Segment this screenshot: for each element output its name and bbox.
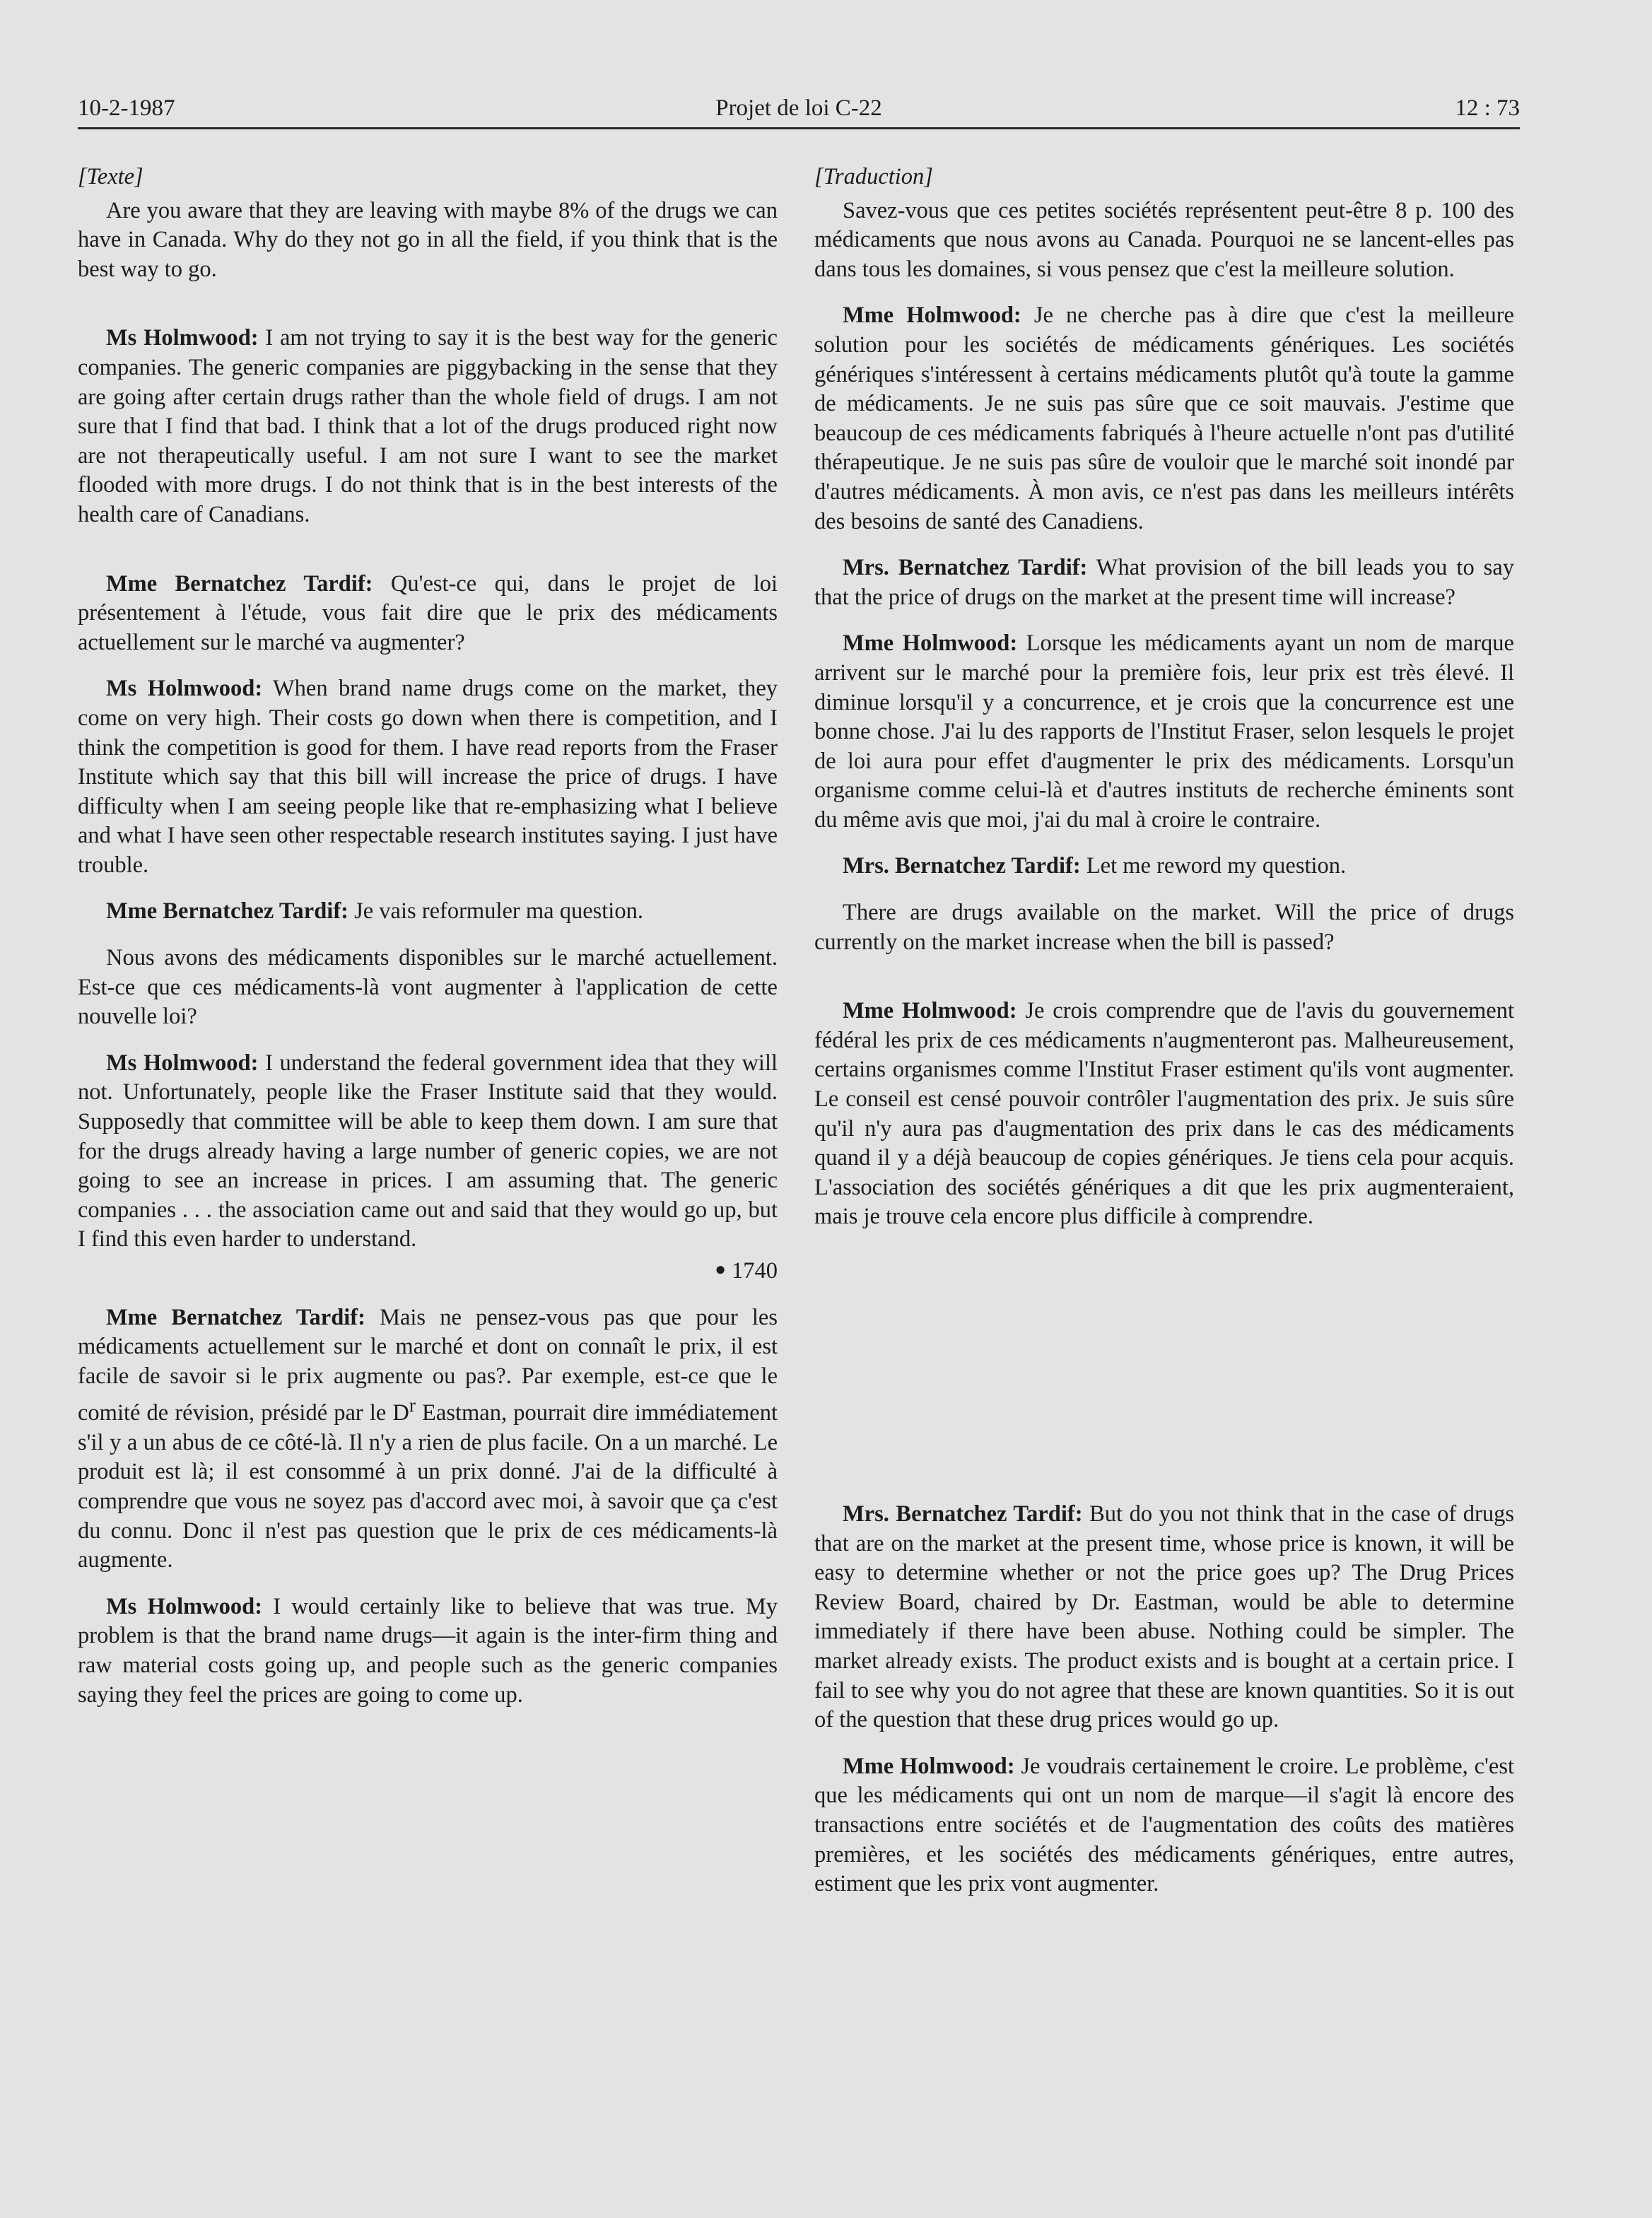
paragraph: Mme Holmwood: Je ne cherche pas à dire que c'est la meilleure solution pour les sociétés de médicaments génériques. Les sociétés génériques s'intéressent à certains médicaments plutôt qu'à toute la gamme de médicaments. Je ne suis pas sûre que ce soit mauvais. J'estime que beaucoup de ces médicaments fabriqués à l'heure actuelle n'ont pas d'utilité thérapeutique. Je ne suis pas sûre de vouloir que le marché soit inondé par d'autres médicaments. À mon avis, ce n'est pas dans les meilleurs intérêts des besoins de santé des Canadiens. xyxy=(814,303,1514,534)
speaker-name: Mrs. Bernatchez Tardif: xyxy=(843,853,1081,879)
header-title: Projet de loi C-22 xyxy=(715,95,882,121)
paragraph: Nous avons des médicaments disponibles sur le marché actuellement. Est-ce que ces médicaments-là vont augmenter à l'application de cette nouvelle loi? xyxy=(78,945,778,1030)
speaker-name: Mme Holmwood: xyxy=(843,998,1017,1024)
page-header xyxy=(78,85,1520,129)
paragraph: Mme Bernatchez Tardif: Je vais reformuler ma question. xyxy=(106,898,643,925)
speaker-name: Mme Holmwood: xyxy=(843,1753,1015,1779)
left-column xyxy=(78,163,778,1727)
speaker-name: Mme Bernatchez Tardif: xyxy=(106,570,373,597)
speaker-name: Ms Holmwood: xyxy=(106,676,263,702)
paragraph: Mrs. Bernatchez Tardif: But do you not think that in the case of drugs that are on the market at the present time, whose price is known, it will be easy to determine whether or not the price goes up? The Drug Prices Review Board, chaired by Dr. Eastman, would be able to determine immediately if there have been abuse. Nothing could be simpler. The market already exists. The product exists and is bought at a certain price. I fail to see why you do not agree that these are known quantities. So it is out of the question that these drug prices would go up. xyxy=(814,1501,1515,1733)
right-column xyxy=(814,163,1514,1249)
speaker-name: Mme Bernatchez Tardif: xyxy=(106,898,348,925)
paragraph: Mme Holmwood: Lorsque les médicaments ayant un nom de marque arrivent sur le marché pour la première fois, leur prix est très élevé. Il diminue lorsqu'il y a concurrence, et je crois que la concurrence est une bonne chose. J'ai lu des rapports de l'Institut Fraser, selon lesquels le projet de loi aura pour effet d'augmenter le prix des médicaments. Lorsqu'un organisme comme celui-là et d'autres instituts de recherche éminents sont du même avis que moi, j'ai du mal à croire le contraire. xyxy=(814,630,1514,833)
paragraph: Ms Holmwood: When brand name drugs come on the market, they come on very high. Their costs go down when there is competition, and I think the competition is good for them. I have read reports from the Fraser Institute which say that this bill will increase the price of drugs. I have difficulty when I am seeing people like that re-emphasizing what I believe and what I have seen other respectable research institutes saying. I just have trouble. xyxy=(78,676,778,878)
right-column-lower xyxy=(814,1500,1514,1916)
speaker-name: Mme Bernatchez Tardif: xyxy=(106,1304,365,1330)
bullet-icon: ● xyxy=(715,1259,726,1279)
paragraph: Mrs. Bernatchez Tardif: What provision of the bill leads you to say that the price of drugs on the market at the present time will increase? xyxy=(814,555,1514,610)
paragraph: Mme Bernatchez Tardif: Mais ne pensez-vous pas que pour les médicaments actuellement sur le marché et dont on connaît le prix, il est facile de savoir si le prix augmente ou pas?. Par exemple, est-ce que le comité de révision, présidé par le $D^r$ Eastman, pourrait dire immédiatement s'il y a un abus de ce côté-là. Il n'y a rien de plus facile. On a un marché. Le produit est là; il est consommé à un prix donné. J'ai de la difficulté à comprendre que vous ne soyez pas d'accord avec moi, à savoir que ça c'est du connu. Donc il n'est pas question que le prix de ces médicaments-là augmente. xyxy=(78,1304,778,1573)
language-marker-texte: [Texte] xyxy=(78,164,143,189)
speaker-name: Ms Holmwood: xyxy=(106,325,259,351)
paragraph: Are you aware that they are leaving with maybe 8% of the drugs we can have in Canada. Why do they not go in all the field, if you think that is the best way to go. xyxy=(78,197,778,282)
paragraph: Ms Holmwood: I am not trying to say it is the best way for the generic companies. The generic companies are piggybacking in the sense that they are going after certain drugs rather than the whole field of drugs. I am not sure that I find that bad. I think that a lot of the drugs produced right now are not therapeutically useful. I am not sure I want to see the market flooded with more drugs. I do not think that is in the best interests of the health care of Canadians. xyxy=(78,325,778,527)
speaker-name: Ms Holmwood: xyxy=(106,1050,259,1076)
header-date: 10-2-1987 xyxy=(78,95,175,121)
paragraph: Ms Holmwood: I would certainly like to believe that was true. My problem is that the brand name drugs—it again is the inter-firm thing and raw material costs going up, and people such as the generic companies saying they feel the prices are going to come up. xyxy=(78,1593,778,1708)
paragraph: Ms Holmwood: I understand the federal government idea that they will not. Unfortunately, people like the Fraser Institute said that they would. Supposedly that committee will be able to keep them down. I am sure that for the drugs already having a large number of generic copies, we are not going to see an increase in prices. I am assuming that. The generic companies . . . the association came out and said that they would go up, but I find this even harder to understand. xyxy=(78,1050,778,1252)
paragraph: Mme Holmwood: Je crois comprendre que de l'avis du gouvernement fédéral les prix de ces médicaments n'augmenteront pas. Malheureusement, certains organismes comme l'Institut Fraser estiment qu'ils vont augmenter. Le conseil est censé pouvoir contrôler l'augmentation des prix. Je suis sûre qu'il n'y aura pas d'augmentation des prix dans le cas des médicaments quand il y a déjà beaucoup de copies génériques. Je tiens cela pour acquis. L'association des sociétés génériques a dit que les prix augmenteraient, mais je trouve cela encore plus difficile à comprendre. xyxy=(814,998,1514,1230)
language-marker-traduction: [Traduction] xyxy=(814,164,933,189)
paragraph: Savez-vous que ces petites sociétés représentent peut-être 8 p. 100 des médicaments que nous avons au Canada. Pourquoi ne se lancent-elles pas dans tous les domaines, si vous pensez que c'est la meilleure solution. xyxy=(814,197,1514,282)
speaker-name: Mme Holmwood: xyxy=(843,303,1021,329)
header-page-number: 12 : 73 xyxy=(1455,95,1520,121)
speaker-name: Mrs. Bernatchez Tardif: xyxy=(843,1501,1083,1527)
speaker-name: Mme Holmwood: xyxy=(843,630,1018,657)
paragraph: Mme Holmwood: Je voudrais certainement le croire. Le problème, c'est que les médicaments qui ont un nom de marque—il s'agit là encore des transactions entre sociétés et de l'augmentation des coûts des matières premières, et les sociétés des médicaments génériques, entre autres, estiment que les prix vont augmenter. xyxy=(814,1753,1514,1897)
paragraph: There are drugs available on the market. Will the price of drugs currently on the market increase when the bill is passed? xyxy=(814,900,1514,955)
speaker-name: Mrs. Bernatchez Tardif: xyxy=(843,555,1088,581)
time-marker: ● 1740 xyxy=(715,1258,778,1284)
speaker-name: Ms Holmwood: xyxy=(106,1593,263,1619)
paragraph: Mme Bernatchez Tardif: Qu'est-ce qui, dans le projet de loi présentement à l'étude, vous fait dire que le prix des médicaments actuellement sur le marché va augmenter? xyxy=(78,570,778,655)
paragraph: Mrs. Bernatchez Tardif: Let me reword my question. xyxy=(843,853,1347,879)
